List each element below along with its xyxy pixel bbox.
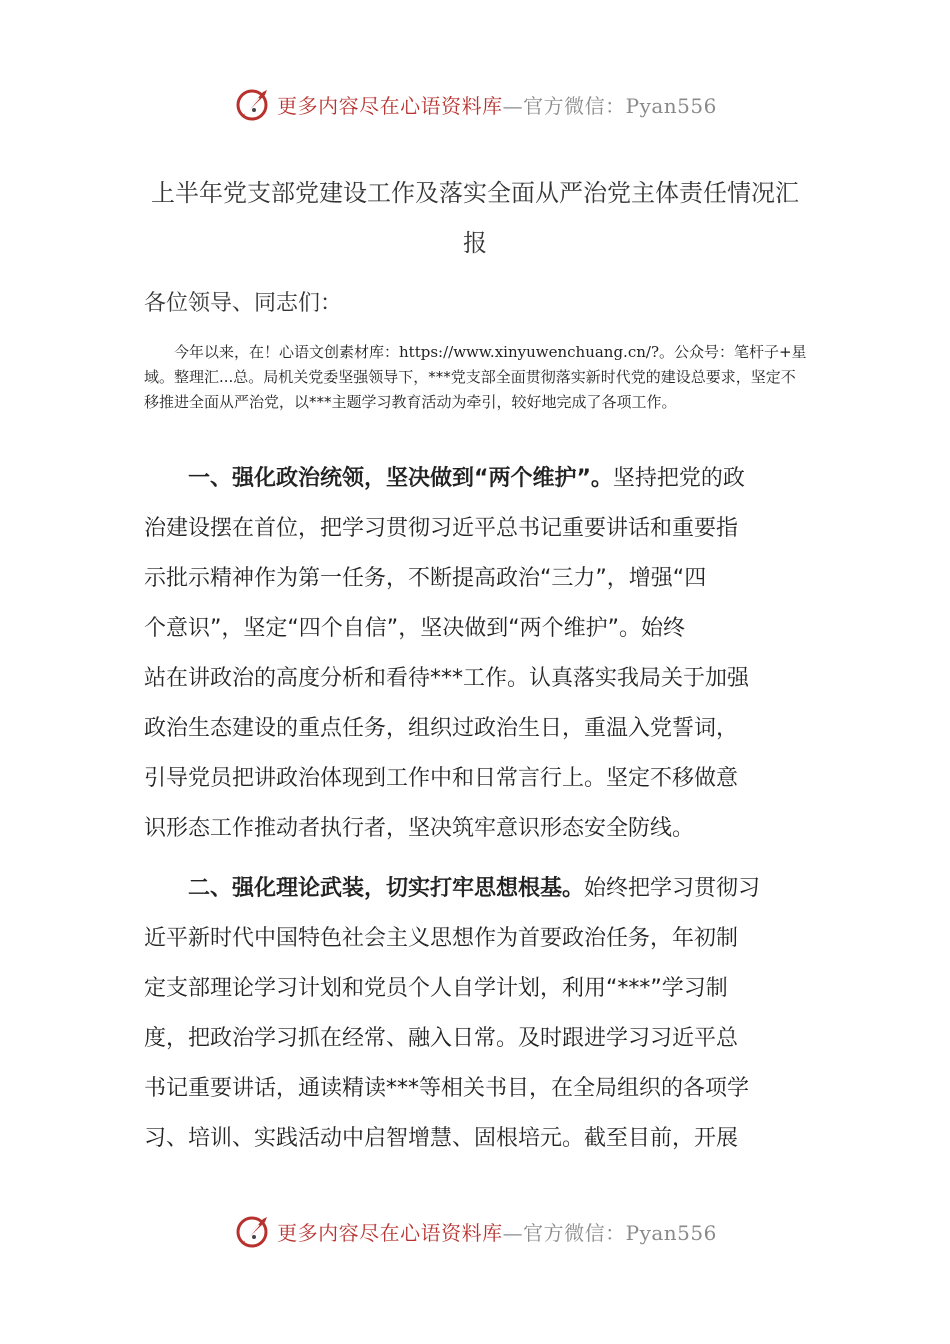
section-1-line: 示批示精神作为第一任务，不断提高政治“三力”，增强“四 <box>144 566 707 591</box>
section-2-line: 定支部理论学习计划和党员个人自学计划，利用“***”学习制 <box>144 976 728 1001</box>
watermark-text <box>277 1217 717 1246</box>
section-1-line: 引导党员把讲政治体现到工作中和日常言行上。坚定不移做意 <box>144 766 739 791</box>
watermark-top <box>0 84 950 124</box>
quill-logo-icon <box>233 1211 273 1251</box>
watermark-main: 更多内容尽在心语资料库 <box>277 93 503 118</box>
intro-prefix: 今年以来，在！心语文创素材库： <box>174 343 400 361</box>
section-2-text: 始终把学习贯彻习 <box>584 876 761 901</box>
section-1-heading: 一、强化政治统领，坚决做到“两个维护”。 <box>188 466 613 491</box>
intro-suffix: 。公众号：笔杆子+星域。整理汇...总。局机关党委坚强领导下，***党支部全面贯彻落实新时代党的建设总要求，坚定不移推进全面从严治党，以***主题学习教育活动为牵引，较好地完成了各项工作。 <box>144 343 807 411</box>
section-1-text: 坚持把党的政 <box>612 466 745 491</box>
watermark-separator: — <box>502 1220 524 1245</box>
section-2-line <box>144 864 808 914</box>
quill-logo-icon <box>233 84 273 124</box>
section-1-line: 治建设摆在首位，把学习贯彻习近平总书记重要讲话和重要指 <box>144 516 739 541</box>
intro-url: https://www.xinyuwenchuang.cn/? <box>399 343 659 361</box>
section-2-heading: 二、强化理论武装，切实打牢思想根基。 <box>188 876 585 901</box>
document-title-line1: 上半年党支部党建设工作及落实全面从严治党主体责任情况汇 <box>151 179 799 207</box>
watermark-main: 更多内容尽在心语资料库 <box>277 1220 503 1245</box>
section-1-line <box>144 454 808 504</box>
section-2-line: 近平新时代中国特色社会主义思想作为首要政治任务，年初制 <box>144 926 739 951</box>
section-1-line: 政治生态建设的重点任务，组织过政治生日，重温入党誓词， <box>144 716 739 741</box>
section-1-line: 个意识”，坚定“四个自信”，坚决做到“两个维护”。始终 <box>144 616 685 641</box>
section-1 <box>144 454 808 854</box>
intro-paragraph <box>144 340 809 415</box>
section-1-line: 站在讲政治的高度分析和看待***工作。认真落实我局关于加强 <box>144 666 750 691</box>
section-2-line: 度，把政治学习抓在经常、融入日常。及时跟进学习习近平总 <box>144 1026 739 1051</box>
watermark-bottom <box>0 1211 950 1251</box>
watermark-separator: — <box>502 93 524 118</box>
section-2-line: 书记重要讲话，通读精读***等相关书目，在全局组织的各项学 <box>144 1076 750 1101</box>
section-2-line: 习、培训、实践活动中启智增慧、固根培元。截至目前，开展 <box>144 1126 739 1151</box>
watermark-text <box>277 90 717 119</box>
watermark-contact: 官方微信：Pyan556 <box>523 93 717 118</box>
watermark-contact: 官方微信：Pyan556 <box>523 1220 717 1245</box>
section-1-line: 识形态工作推动者执行者，坚决筑牢意识形态安全防线。 <box>144 816 695 841</box>
section-2 <box>144 864 808 1164</box>
salutation: 各位领导、同志们： <box>144 291 343 316</box>
document-title-line2: 报 <box>463 229 487 257</box>
